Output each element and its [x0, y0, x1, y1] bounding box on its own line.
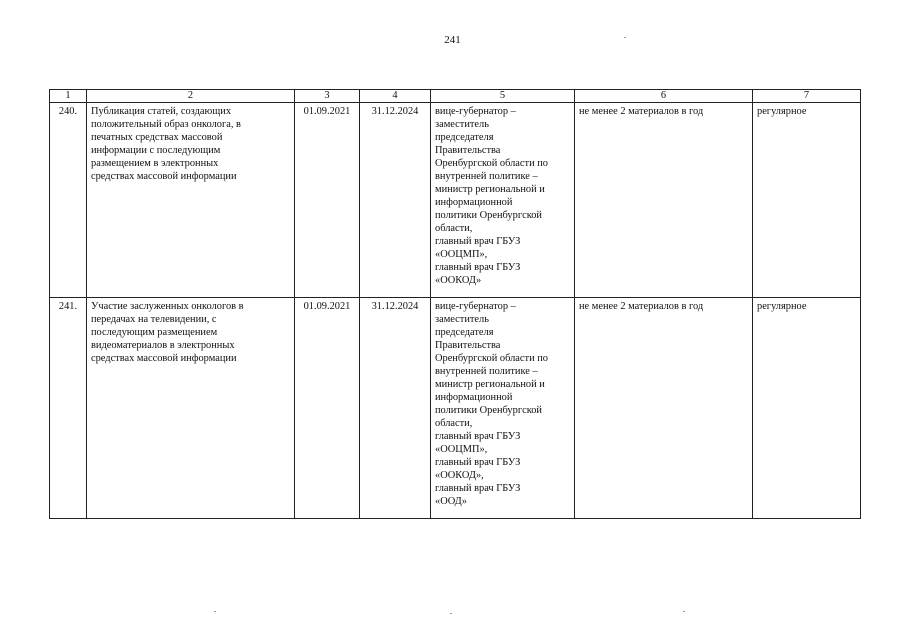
text-line: вице-губернатор –: [435, 301, 516, 312]
start-date: 01.09.2021: [295, 298, 360, 519]
text-line: информационной: [435, 197, 513, 208]
text-line: политики Оренбургской: [435, 210, 542, 221]
text-line: печатных средствах массовой: [91, 132, 223, 143]
text-line: средствах массовой информации: [91, 353, 237, 364]
text-line: заместитель: [435, 314, 489, 325]
text-line: Правительства: [435, 340, 501, 351]
text-line: вице-губернатор –: [435, 106, 516, 117]
table-row: [50, 103, 861, 298]
responsible-executors: [431, 298, 575, 519]
column-header: 7: [753, 90, 861, 103]
text-line: средствах массовой информации: [91, 171, 237, 182]
text-line: политики Оренбургской: [435, 405, 542, 416]
column-header: 3: [295, 90, 360, 103]
text-line: «ООЦМП»,: [435, 444, 488, 455]
periodicity: регулярное: [753, 103, 861, 298]
activity-text: [87, 103, 295, 298]
indicator: не менее 2 материалов в год: [575, 298, 753, 519]
text-line: председателя: [435, 132, 494, 143]
text-line: области,: [435, 223, 473, 234]
text-line: министр региональной и: [435, 379, 545, 390]
text-line: области,: [435, 418, 473, 429]
row-number: 241.: [50, 298, 87, 519]
text-line: «ООКОД»: [435, 275, 482, 286]
text-line: «ООКОД»,: [435, 470, 484, 481]
scan-speck: [683, 611, 685, 612]
end-date: 31.12.2024: [360, 298, 431, 519]
text-line: министр региональной и: [435, 184, 545, 195]
text-line: заместитель: [435, 119, 489, 130]
text-line: «ООЦМП»,: [435, 249, 488, 260]
column-header: 4: [360, 90, 431, 103]
periodicity: регулярное: [753, 298, 861, 519]
scan-speck: [450, 613, 452, 614]
text-line: Правительства: [435, 145, 501, 156]
end-date: 31.12.2024: [360, 103, 431, 298]
text-line: главный врач ГБУЗ: [435, 431, 521, 442]
text-line: положительный образ онколога, в: [91, 119, 241, 130]
text-line: информации с последующим: [91, 145, 221, 156]
column-header: 5: [431, 90, 575, 103]
text-line: главный врач ГБУЗ: [435, 236, 521, 247]
page-number: 241: [444, 34, 461, 46]
row-number: 240.: [50, 103, 87, 298]
column-header: 6: [575, 90, 753, 103]
indicator: не менее 2 материалов в год: [575, 103, 753, 298]
activity-text: [87, 298, 295, 519]
scan-speck: [214, 611, 216, 612]
text-line: внутренней политике –: [435, 171, 538, 182]
text-line: главный врач ГБУЗ: [435, 457, 521, 468]
column-number-row: [50, 90, 861, 103]
table-row: [50, 298, 861, 519]
text-line: последующим размещением: [91, 327, 218, 338]
responsible-executors: [431, 103, 575, 298]
text-line: Оренбургской области по: [435, 158, 548, 169]
column-header: 1: [50, 90, 87, 103]
text-line: информационной: [435, 392, 513, 403]
text-line: председателя: [435, 327, 494, 338]
text-line: размещением в электронных: [91, 158, 219, 169]
text-line: Публикация статей, создающих: [91, 106, 232, 117]
scan-speck: [624, 37, 626, 38]
activity-plan-table: [49, 89, 861, 519]
text-line: передачах на телевидении, с: [91, 314, 217, 325]
text-line: Оренбургской области по: [435, 353, 548, 364]
text-line: «ООД»: [435, 496, 467, 507]
column-header: 2: [87, 90, 295, 103]
text-line: Участие заслуженных онкологов в: [91, 301, 244, 312]
start-date: 01.09.2021: [295, 103, 360, 298]
text-line: внутренней политике –: [435, 366, 538, 377]
text-line: главный врач ГБУЗ: [435, 483, 521, 494]
text-line: видеоматериалов в электронных: [91, 340, 235, 351]
text-line: главный врач ГБУЗ: [435, 262, 521, 273]
